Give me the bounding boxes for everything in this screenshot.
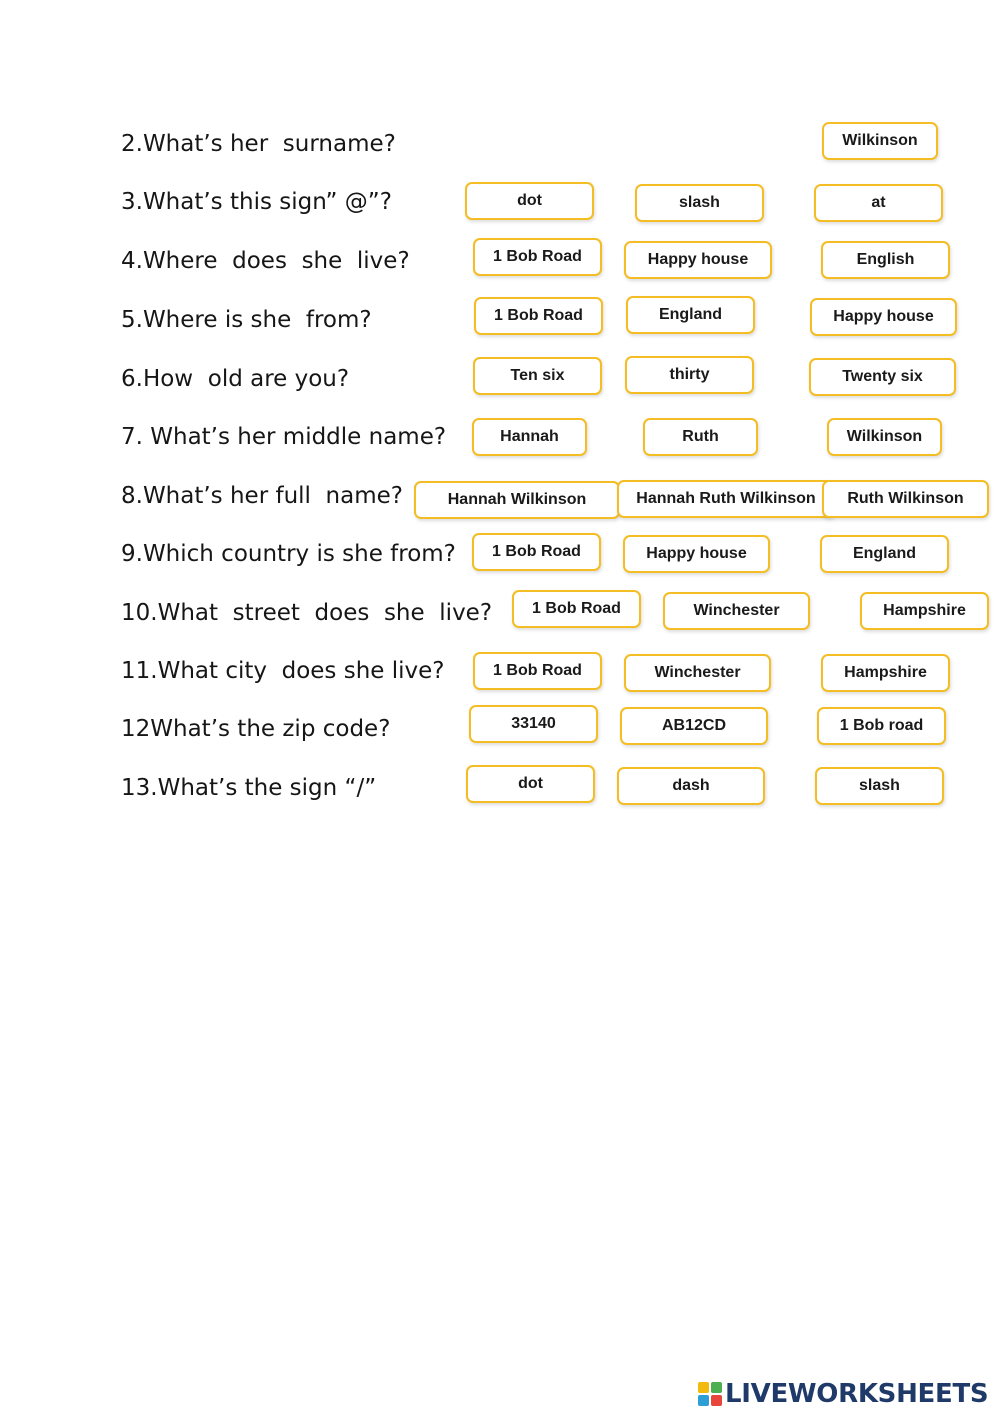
question-label: 8.What’s her full name? (121, 483, 403, 509)
answer-option-ab12cd[interactable]: AB12CD (620, 707, 768, 745)
question-label: 9.Which country is she from? (121, 541, 456, 567)
answer-option-ruth[interactable]: Ruth (643, 418, 758, 456)
answer-option-wilkinson[interactable]: Wilkinson (827, 418, 942, 456)
answer-option-dash[interactable]: dash (617, 767, 765, 805)
answer-option-dot[interactable]: dot (465, 182, 594, 220)
answer-option-hampshire[interactable]: Hampshire (860, 592, 989, 630)
answer-option-england[interactable]: England (820, 535, 949, 573)
answer-option-twenty-six[interactable]: Twenty six (809, 358, 956, 396)
answer-option-ten-six[interactable]: Ten six (473, 357, 602, 395)
question-label: 7. What’s her middle name? (121, 424, 447, 450)
answer-option-slash[interactable]: slash (635, 184, 764, 222)
question-label: 13.What’s the sign “/” (121, 775, 377, 801)
answer-option-at[interactable]: at (814, 184, 943, 222)
liveworksheets-logo-icon (698, 1382, 722, 1406)
answer-option-hannah[interactable]: Hannah (472, 418, 587, 456)
answer-option-winchester[interactable]: Winchester (663, 592, 810, 630)
answer-option-happy-house[interactable]: Happy house (624, 241, 772, 279)
answer-option-dot[interactable]: dot (466, 765, 595, 803)
brand-name: LIVEWORKSHEETS (725, 1379, 989, 1409)
answer-option-1-bob-road[interactable]: 1 Bob Road (473, 652, 602, 690)
answer-option-wilkinson[interactable]: Wilkinson (822, 122, 938, 160)
answer-option-1-bob-road[interactable]: 1 Bob road (817, 707, 946, 745)
question-label: 6.How old are you? (121, 366, 350, 392)
answer-option-33140[interactable]: 33140 (469, 705, 598, 743)
question-label: 11.What city does she live? (121, 658, 445, 684)
answer-option-hannah-ruth-wilkinson[interactable]: Hannah Ruth Wilkinson (617, 480, 835, 518)
answer-option-1-bob-road[interactable]: 1 Bob Road (473, 238, 602, 276)
answer-option-1-bob-road[interactable]: 1 Bob Road (474, 297, 603, 335)
answer-option-slash[interactable]: slash (815, 767, 944, 805)
answer-option-england[interactable]: England (626, 296, 755, 334)
question-label: 3.What’s this sign” @”? (121, 189, 392, 215)
answer-option-ruth-wilkinson[interactable]: Ruth Wilkinson (822, 480, 989, 518)
liveworksheets-brand (698, 1376, 988, 1412)
answer-option-happy-house[interactable]: Happy house (623, 535, 770, 573)
answer-option-1-bob-road[interactable]: 1 Bob Road (472, 533, 601, 571)
question-label: 4.Where does she live? (121, 248, 410, 274)
answer-option-thirty[interactable]: thirty (625, 356, 754, 394)
question-label: 5.Where is she from? (121, 307, 372, 333)
question-label: 12What’s the zip code? (121, 716, 391, 742)
answer-option-winchester[interactable]: Winchester (624, 654, 771, 692)
answer-option-hannah-wilkinson[interactable]: Hannah Wilkinson (414, 481, 620, 519)
question-label: 2.What’s her surname? (121, 131, 396, 157)
answer-option-1-bob-road[interactable]: 1 Bob Road (512, 590, 641, 628)
answer-option-happy-house[interactable]: Happy house (810, 298, 957, 336)
answer-option-english[interactable]: English (821, 241, 950, 279)
question-label: 10.What street does she live? (121, 600, 493, 626)
answer-option-hampshire[interactable]: Hampshire (821, 654, 950, 692)
